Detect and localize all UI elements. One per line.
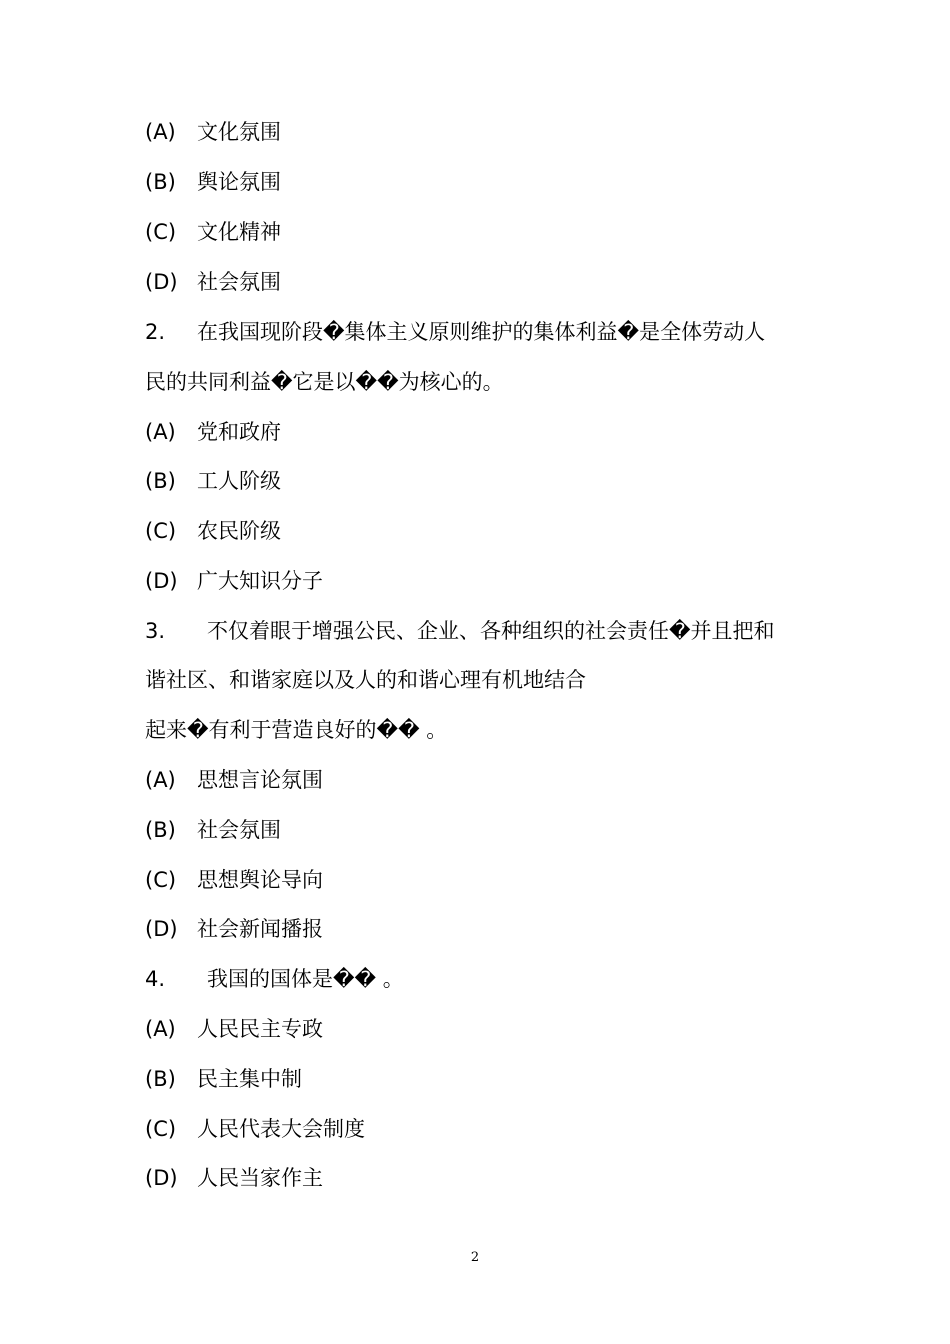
option-text: 人民代表大会制度 [197, 1117, 365, 1141]
option-label: (C) [145, 519, 177, 543]
option-text: 党和政府 [197, 420, 281, 444]
q4-option-d [145, 1158, 815, 1198]
q3-stem-line2 [145, 660, 815, 700]
option-text: 社会氛围 [197, 818, 281, 842]
option-text: 工人阶级 [197, 469, 281, 493]
option-text: 文化氛围 [197, 120, 281, 144]
q1-option-d [145, 262, 815, 302]
question-number: 4. [145, 967, 166, 991]
q2-option-d [145, 561, 815, 601]
q3-option-d [145, 909, 815, 949]
option-text: 社会新闻播报 [197, 917, 323, 941]
q4-option-b [145, 1059, 815, 1099]
option-label: (A) [145, 420, 176, 444]
option-label: (B) [145, 469, 176, 493]
option-text: 广大知识分子 [197, 569, 323, 593]
option-text: 人民当家作主 [197, 1166, 323, 1190]
option-label: (C) [145, 220, 177, 244]
option-text: 文化精神 [197, 220, 281, 244]
option-text: 人民民主专政 [197, 1017, 323, 1041]
page-number: 2 [470, 1250, 480, 1265]
q4-option-c [145, 1109, 815, 1149]
question-text: 我国的国体是�� 。 [207, 967, 404, 991]
option-label: (A) [145, 1017, 176, 1041]
option-label: (D) [145, 569, 178, 593]
option-text: 舆论氛围 [197, 170, 281, 194]
q4-stem-line1 [145, 959, 815, 999]
question-text: 不仅着眼于增强公民、企业、各种组织的社会责任�并且把和 [207, 619, 775, 643]
q2-stem-line2 [145, 362, 815, 402]
option-label: (D) [145, 270, 178, 294]
option-label: (B) [145, 170, 176, 194]
question-text: 起来�有利于营造良好的�� 。 [145, 718, 448, 742]
option-label: (A) [145, 768, 176, 792]
q2-option-c [145, 511, 815, 551]
q2-stem-line1 [145, 312, 815, 352]
q3-option-a [145, 760, 815, 800]
q2-option-a [145, 412, 815, 452]
question-number: 2. [145, 320, 166, 344]
option-label: (A) [145, 120, 176, 144]
q3-option-b [145, 810, 815, 850]
q1-option-a [145, 112, 815, 152]
q1-option-b [145, 162, 815, 202]
q1-option-c [145, 212, 815, 252]
q3-stem-line3 [145, 710, 815, 750]
option-label: (C) [145, 868, 177, 892]
option-text: 思想舆论导向 [197, 868, 323, 892]
option-label: (D) [145, 1166, 178, 1190]
option-label: (C) [145, 1117, 177, 1141]
q4-option-a [145, 1009, 815, 1049]
question-text: 民的共同利益�它是以��为核心的。 [145, 370, 504, 394]
option-text: 民主集中制 [197, 1067, 302, 1091]
q3-option-c [145, 860, 815, 900]
option-text: 社会氛围 [197, 270, 281, 294]
q2-option-b [145, 461, 815, 501]
question-text: 在我国现阶段�集体主义原则维护的集体利益�是全体劳动人 [197, 320, 766, 344]
option-label: (B) [145, 818, 176, 842]
option-label: (B) [145, 1067, 176, 1091]
q3-stem-line1 [145, 611, 815, 651]
question-text: 谐社区、和谐家庭以及人的和谐心理有机地结合 [145, 668, 586, 692]
option-text: 思想言论氛围 [197, 768, 323, 792]
option-label: (D) [145, 917, 178, 941]
question-number: 3. [145, 619, 166, 643]
option-text: 农民阶级 [197, 519, 281, 543]
